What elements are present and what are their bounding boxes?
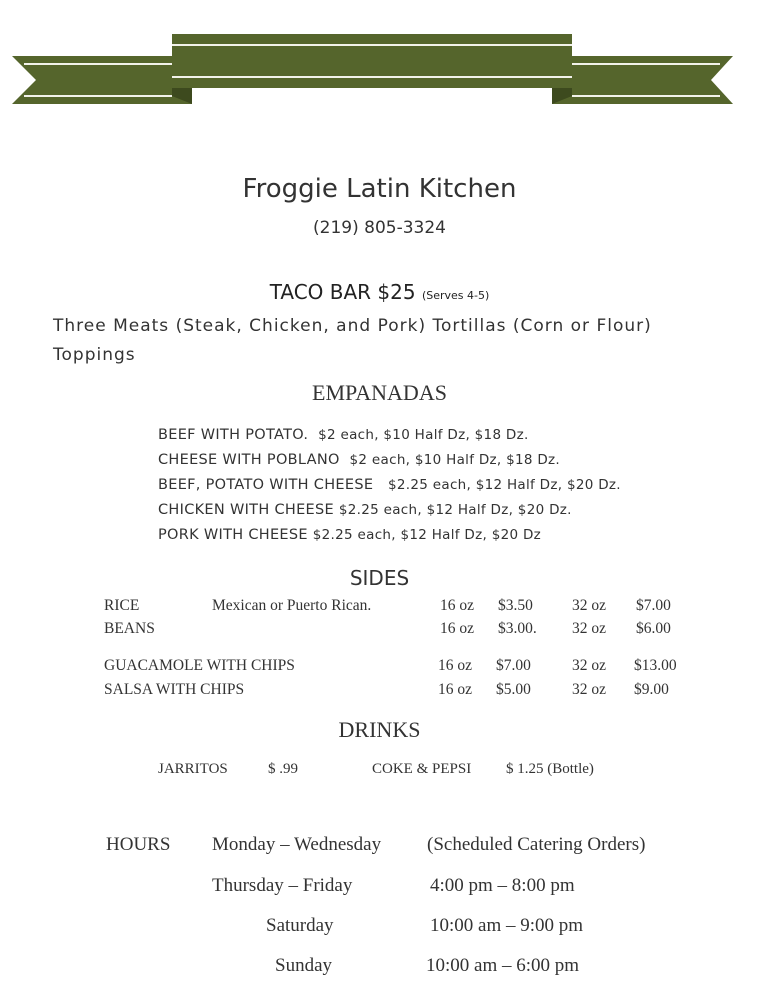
taco-bar-description-line2: Toppings xyxy=(53,345,136,365)
hours-label: HOURS xyxy=(106,834,171,855)
empanada-item xyxy=(158,427,529,443)
side-price-16: $3.50 xyxy=(498,597,533,614)
side-price-32: $13.00 xyxy=(634,657,677,674)
empanada-name: CHEESE WITH POBLANO xyxy=(158,452,340,468)
restaurant-name: Froggie Latin Kitchen xyxy=(242,174,517,204)
empanada-price: $2.25 each, $12 Half Dz, $20 Dz. xyxy=(338,502,572,518)
empanada-price: $2.25 each, $12 Half Dz, $20 Dz xyxy=(312,527,542,543)
side-name: RICE xyxy=(104,597,140,614)
sides-heading: SIDES xyxy=(349,566,410,590)
empanada-item xyxy=(158,502,572,518)
hours-days: Monday – Wednesday xyxy=(212,834,382,855)
side-price-32: $9.00 xyxy=(634,681,669,698)
empanada-name: BEEF WITH POTATO. xyxy=(158,427,309,443)
side-size-32: 32 oz xyxy=(572,597,607,614)
empanada-name: CHICKEN WITH CHEESE xyxy=(158,502,334,518)
side-name: BEANS xyxy=(104,620,155,637)
hours-days: Saturday xyxy=(266,915,334,936)
taco-bar-description-line1: Three Meats (Steak, Chicken, and Pork) Tortillas (Corn or Flour) xyxy=(53,316,652,336)
side-price-16: $3.00. xyxy=(498,620,537,637)
hours-days: Thursday – Friday xyxy=(212,875,353,896)
side-size-32: 32 oz xyxy=(572,681,607,698)
drinks-heading: DRINKS xyxy=(338,717,421,742)
side-name: GUACAMOLE WITH CHIPS xyxy=(104,657,295,674)
ribbon-center xyxy=(172,34,572,88)
rice-option: Mexican or Puerto Rican. xyxy=(212,597,372,614)
side-price-32: $6.00 xyxy=(636,620,671,637)
side-price-32: $7.00 xyxy=(636,597,671,614)
side-size-16: 16 oz xyxy=(438,657,473,674)
empanada-price: $2.25 each, $12 Half Dz, $20 Dz. xyxy=(388,477,621,493)
drink-price: $ 1.25 (Bottle) xyxy=(506,761,594,777)
empanada-name: BEEF, POTATO WITH CHEESE xyxy=(158,477,374,493)
empanadas-heading: EMPANADAS xyxy=(312,380,447,405)
side-name: SALSA WITH CHIPS xyxy=(104,681,245,698)
side-size-16: 16 oz xyxy=(440,620,475,637)
ribbon-banner xyxy=(0,0,759,120)
taco-bar-heading xyxy=(0,280,759,304)
hours-days: Sunday xyxy=(275,955,332,976)
empanada-item xyxy=(158,477,621,493)
empanada-name: PORK WITH CHEESE xyxy=(158,527,308,543)
empanada-item xyxy=(158,527,541,543)
side-size-16: 16 oz xyxy=(438,681,473,698)
drink-name: COKE & PEPSI xyxy=(372,761,472,777)
hours-time: 10:00 am – 6:00 pm xyxy=(426,955,580,976)
taco-bar-description xyxy=(53,312,745,370)
side-price-16: $7.00 xyxy=(496,657,531,674)
taco-bar-title: TACO BAR $25 xyxy=(269,280,416,304)
phone-number: (219) 805-3324 xyxy=(313,218,446,238)
side-size-32: 32 oz xyxy=(572,657,607,674)
drink-price: $ .99 xyxy=(268,761,298,777)
empanada-price: $2 each, $10 Half Dz, $18 Dz. xyxy=(318,427,529,443)
side-price-16: $5.00 xyxy=(496,681,531,698)
side-size-32: 32 oz xyxy=(572,620,607,637)
empanada-item xyxy=(158,452,560,468)
taco-bar-serves: (Serves 4-5) xyxy=(421,289,490,302)
drink-name: JARRITOS xyxy=(158,761,228,777)
hours-time: (Scheduled Catering Orders) xyxy=(427,834,646,855)
hours-time: 4:00 pm – 8:00 pm xyxy=(430,875,575,896)
side-size-16: 16 oz xyxy=(440,597,475,614)
hours-time: 10:00 am – 9:00 pm xyxy=(430,915,584,936)
empanada-price: $2 each, $10 Half Dz, $18 Dz. xyxy=(349,452,561,468)
